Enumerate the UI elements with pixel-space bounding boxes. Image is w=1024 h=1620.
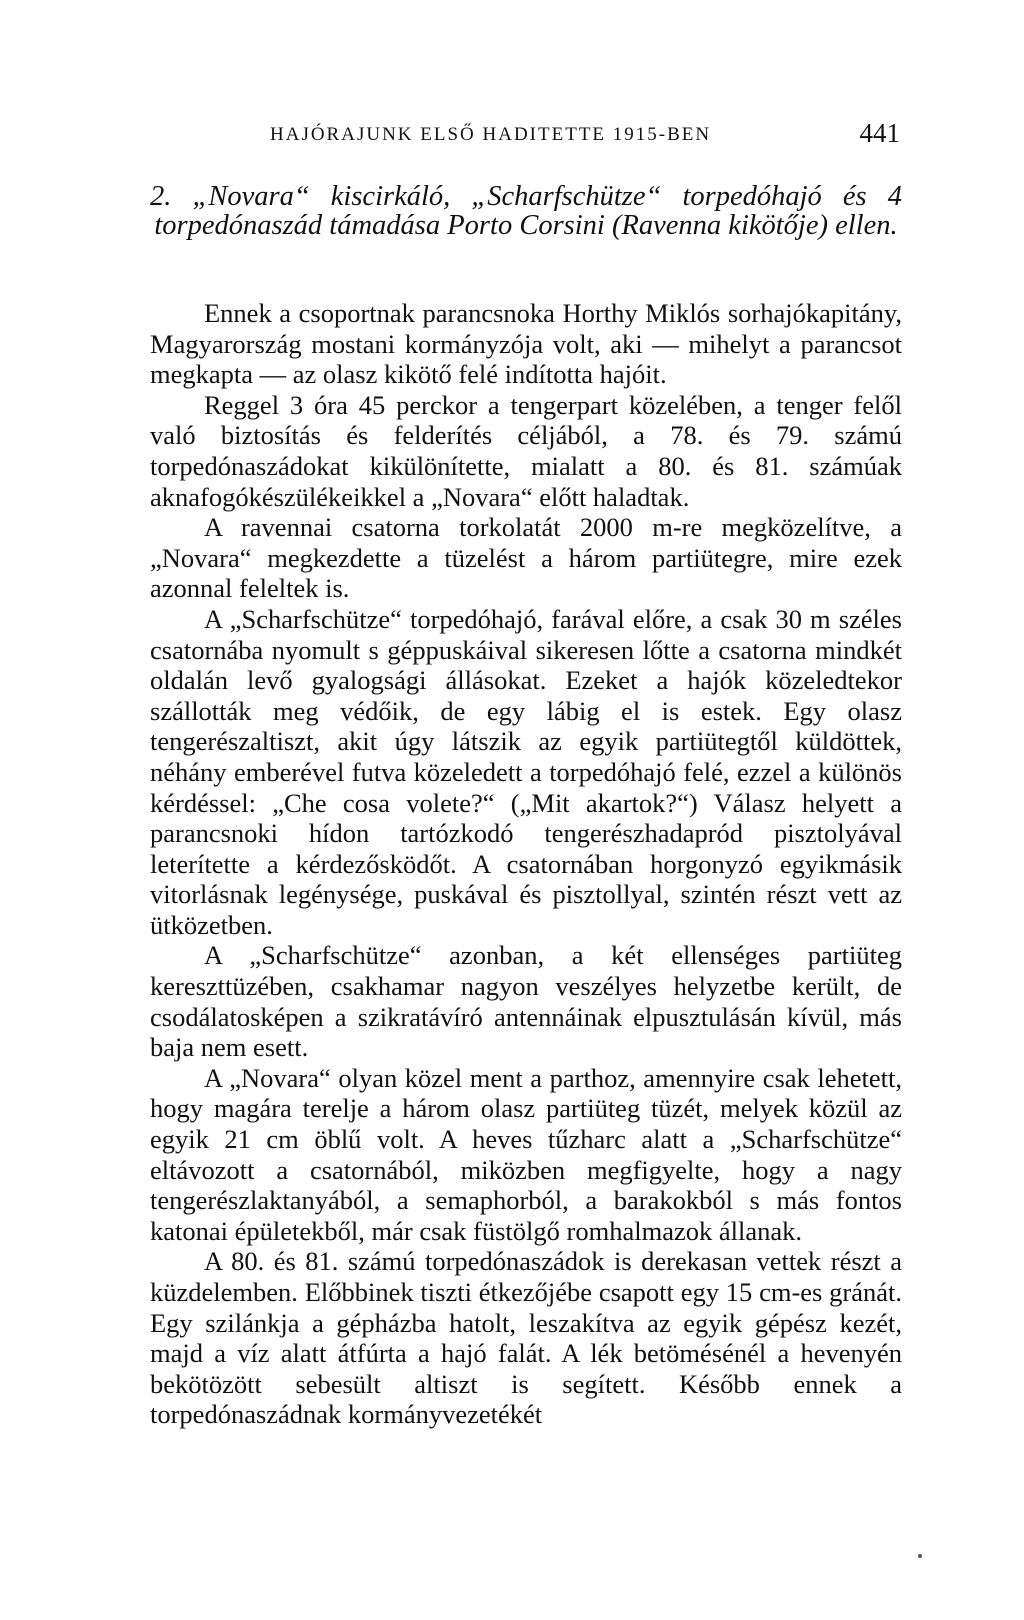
paragraph: A „Novara“ olyan közel ment a parthoz, amennyire csak lehetett, hogy magára terelje a három olasz partiüteg tüzét, melyek közül az egyik 21 cm öblű volt. A heves tűzharc alatt a „Scharfschütze“ eltávozott a csatornából, miközben megfigyelte, hogy a nagy tengerészlaktanyából, a semaphorból, a barakokból s más fontos katonai épületekből, már csak füstölgő romhalmazok állanak. bbox=[150, 1062, 902, 1246]
body-text bbox=[150, 298, 902, 1430]
paragraph: A 80. és 81. számú torpedónaszádok is derekasan vettek részt a küzdelemben. Előbbinek tiszti étkezőjébe csapott egy 15 cm-es gránát. Egy szilánkja a gépházba hatolt, leszakítva az egyik gépész kezét, majd a víz alatt átfúrta a hajó falát. A lék betömésénél a hevenyén bekötözött sebesült altiszt is segített. Később ennek a torpedónaszádnak kormányvezetékét bbox=[150, 1246, 902, 1430]
page-header bbox=[150, 118, 902, 158]
stray-ink-dot bbox=[918, 1554, 922, 1558]
paragraph: A „Scharfschütze“ azonban, a két ellenséges partiüteg kereszttüzében, csakhamar nagyon veszélyes helyzetbe került, de csodálatosképen a szikratávíró antennáinak elpusztulásán kívül, más baja nem esett. bbox=[150, 940, 902, 1063]
running-title: HAJÓRAJUNK ELSŐ HADITETTE 1915-BEN bbox=[270, 124, 712, 145]
page-number: 441 bbox=[859, 118, 900, 148]
paragraph: A „Scharfschütze“ torpedóhajó, farával előre, a csak 30 m széles csatornába nyomult s géppuskáival sikeresen lőtte a csatorna mindkét oldalán levő gyalogsági állásokat. Ezeket a hajók közeledtekor szállották meg védőik, de egy lábig el is estek. Egy olasz tengerészaltiszt, akit úgy látszik az egyik partiütegtől küldöttek, néhány emberével futva közeledett a torpedóhajó felé, ezzel a különös kérdéssel: „Che cosa volete?“ („Mit akartok?“) Válasz helyett a parancsnoki hídon tartózkodó tengerészhadapród pisztolyával leterítette a kérdezősködőt. A csatornában horgonyzó egyikmásik vitorlásnak legénysége, puskával és pisztollyal, szintén részt vett az ütközetben. bbox=[150, 603, 902, 940]
paragraph: Reggel 3 óra 45 perckor a tengerpart közelében, a tenger felől való biztosítás és felderítés céljából, a 78. és 79. számú torpedónaszádokat kikülönítette, mialatt a 80. és 81. számúak aknafogókészülékeikkel a „Novara“ előtt haladtak. bbox=[150, 389, 902, 512]
section-heading: 2. „Novara“ kiscirkáló, „Scharfschütze“ torpedóhajó és 4 torpedónaszád támadása Porto Corsini (Ravenna kikötője) ellen. bbox=[150, 181, 902, 241]
paragraph: Ennek a csoportnak parancsnoka Horthy Miklós sorhajókapitány, Magyarország mostani kormányzója volt, aki — mihelyt a parancsot megkapta — az olasz kikötő felé indította hajóit. bbox=[150, 298, 902, 390]
paragraph: A ravennai csatorna torkolatát 2000 m-re megközelítve, a „Novara“ megkezdette a tüzelést a három partiütegre, mire ezek azonnal feleltek is. bbox=[150, 512, 902, 604]
